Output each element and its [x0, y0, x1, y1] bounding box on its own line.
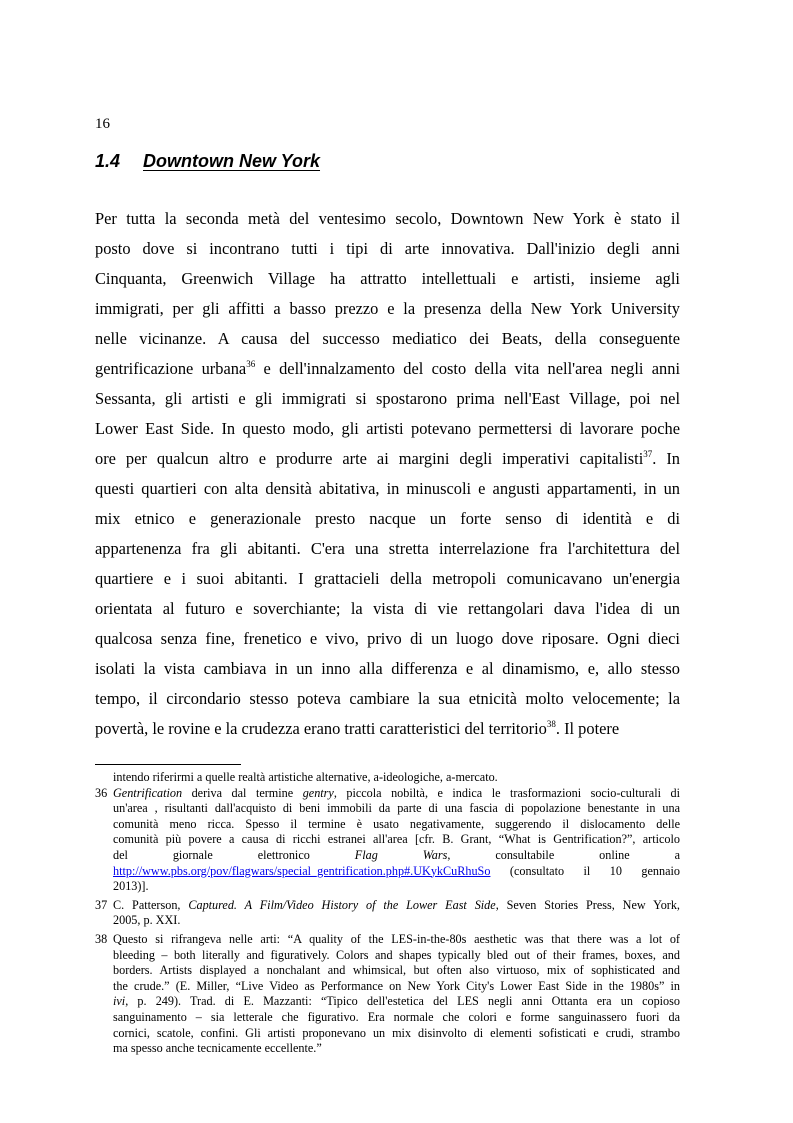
section-number: 1.4: [95, 151, 121, 171]
page-number: 16: [95, 116, 110, 132]
footnote-37: 37 C. Patterson, Captured. A Film/Video History of the Lower East Side, Seven Stories Press, New York, 2005, p. XXI.: [95, 897, 680, 928]
body-line: isolati la vista cambiava in un inno alla differenza e al dinamismo, e, allo stesso: [95, 659, 680, 678]
body-line: Sessanta, gli artisti e gli immigrati si spostarono prima nell'East Village, poi nel: [95, 389, 680, 408]
footnote-36: 36 Gentrification deriva dal termine gentry, piccola nobiltà, e indica le trasformazioni socio-culturali di un'area , risultanti dall'acquisto di beni immobili da parte di una fascia di popolazione benestante in una comunità meno ricca. Spesso il termine è usato negativamente, suggerendo il dislocamento delle comunità più povere a causa di ricchi estranei all'area [cfr. B. Grant, “What is Gentrification?”, articolo del giornale elettronico Flag Wars, consultabile online a http://www.pbs.org/pov/flagwars/special_gentrification.php#.UKykCuRhuSo (consultato il 10 gennaio 2013)].: [95, 785, 680, 894]
footnote-ref: 37: [643, 449, 653, 459]
footnote-number: 38: [95, 931, 108, 946]
body-line: mix etnico e generazionale presto nacque un forte senso di identità e di: [95, 509, 680, 528]
body-line: nelle vicinanze. A causa del successo mediatico dei Beats, della conseguente: [95, 329, 680, 348]
body-line: Lower East Side. In questo modo, gli artisti potevano permettersi di lavorare poche: [95, 419, 680, 438]
body-line: qualcosa senza fine, frenetico e vivo, privo di un luogo dove riposare. Ogni dieci: [95, 629, 680, 648]
body-line: povertà, le rovine e la crudezza erano tratti caratteristici del territorio$^{38}$. Il potere: [95, 719, 620, 738]
footnote-separator: [95, 764, 241, 765]
section-title: Downtown New York: [143, 151, 321, 171]
section-heading: [95, 151, 326, 172]
footnote-carryover: intendo riferirmi a quelle realtà artistiche alternative, a-ideologiche, a-mercato.: [113, 770, 498, 784]
body-line: appartenenza fra gli abitanti. C'era una stretta interrelazione fra l'architettura del: [95, 539, 680, 558]
footnote-ref: 38: [546, 719, 556, 729]
body-line: Cinquanta, Greenwich Village ha attratto intellettuali e artisti, insieme agli: [95, 269, 680, 288]
body-line: gentrificazione urbana$^{36}$ e dell'innalzamento del costo della vita nell'area negli anni: [95, 359, 680, 378]
body-line: orientata al futuro e soverchiante; la vista di vie rettangolari dava l'idea di un: [95, 599, 680, 618]
gentrification-article-link[interactable]: http://www.pbs.org/pov/flagwars/special_gentrification.php#.UKykCuRhuSo: [113, 863, 491, 878]
body-line: posto dove si incontrano tutti i tipi di arte innovativa. Dall'inizio degli anni: [95, 239, 680, 258]
body-line: Per tutta la seconda metà del ventesimo secolo, Downtown New York è stato il: [95, 209, 680, 228]
body-line: questi quartieri con alta densità abitativa, in minuscoli e angusti appartamenti, in un: [95, 479, 680, 498]
footnote-ref: 36: [246, 359, 256, 369]
footnote-number: 37: [95, 897, 108, 912]
body-line: quartiere e i suoi abitanti. I grattacieli della metropoli comunicavano un'energia: [95, 569, 680, 588]
footnote-number: 36: [95, 785, 108, 800]
body-line: tempo, il circondario stesso poteva cambiare la sua etnicità molto velocemente; la: [95, 689, 680, 708]
body-line: immigrati, per gli affitti a basso prezzo e la presenza della New York University: [95, 299, 680, 318]
footnote-38: 38 Questo si rifrangeva nelle arti: “A quality of the LES-in-the-80s aesthetic was that there was a lot of bleeding – both literally and figuratively. Colors and shapes typically bled out of their frames, boxes, and borders. Artists displayed a nonchalant and whimsical, but often also virtuoso, mix of sophisticated and the crude.” (E. Miller, “Live Video as Performance on New York City's Lower East Side in the 1980s” in ivi, p. 249). Trad. di E. Mazzanti: “Tipico dell'estetica del LES negli anni Ottanta era un copioso sanguinamento – sia letterale che figurativo. Era normale che colori e forme sanguinassero fuori da cornici, scatole, confini. Gli artisti proponevano un mix disinvolto di elementi sofisticati e crudi, strambo ma spesso anche tecnicamente eccellente.”: [95, 931, 680, 1056]
footnotes: [95, 770, 680, 1057]
body-paragraph: [95, 204, 680, 744]
body-line: ore per qualcun altro e produrre arte ai margini degli imperativi capitalisti$^{37}$. In: [95, 449, 680, 468]
